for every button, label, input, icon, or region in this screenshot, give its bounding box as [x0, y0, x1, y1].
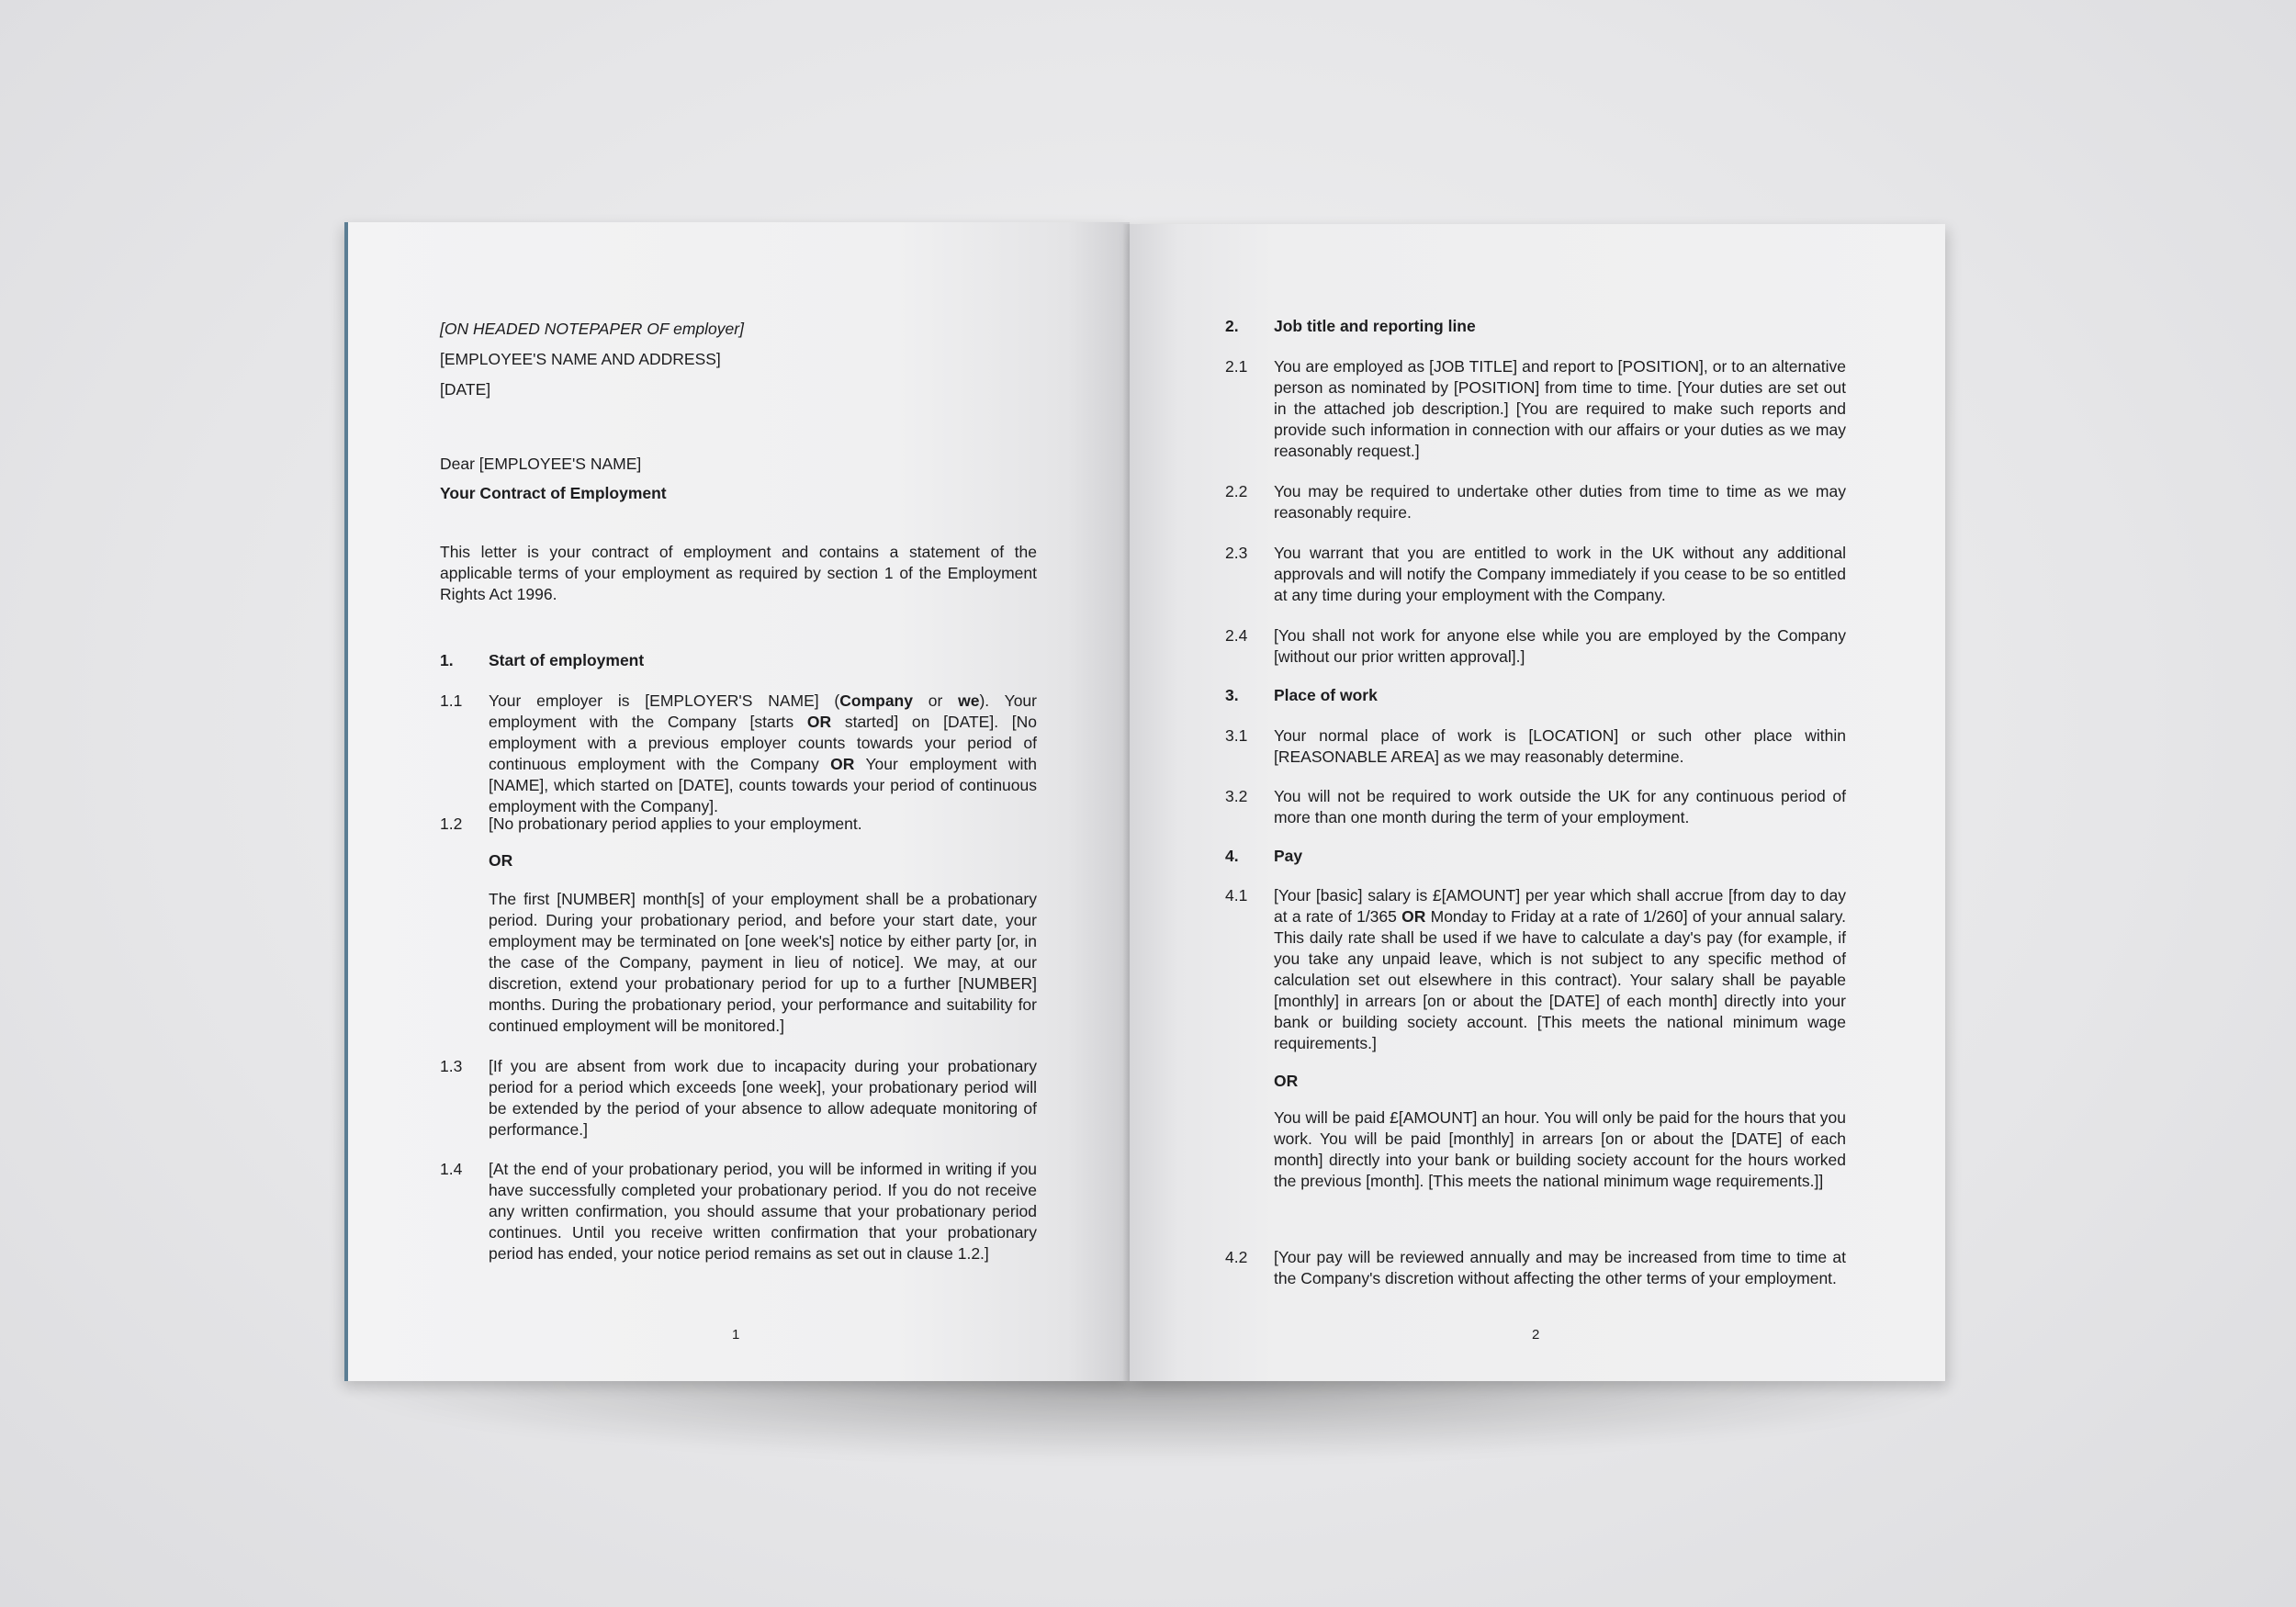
intro-paragraph: This letter is your contract of employment and contains a statement of the applicable terms of your employment as required by section 1 of the Employment Rights Act 1996. — [440, 543, 1037, 603]
clause-4-1-number: 4.1 — [1225, 886, 1248, 905]
clause-3-1-text: Your normal place of work is [LOCATION] or such other place within [REASONABLE AREA] as we may reasonably determine. — [1274, 726, 1846, 766]
clause-1-3-text: [If you are absent from work due to incapacity during your probationary period for a period which exceeds [one week], your probationary period will be extended by the period of your absence to allow adequate monitoring of performance.] — [489, 1057, 1037, 1139]
section-4-title: Pay — [1274, 847, 1303, 865]
section-1-number: 1. — [440, 651, 454, 669]
salutation: Dear [EMPLOYEE'S NAME] — [440, 455, 642, 473]
clause-2-2-number: 2.2 — [1225, 482, 1248, 500]
clause-2-4-text: [You shall not work for anyone else while you are employed by the Company [without our prior written approval].] — [1274, 626, 1846, 666]
clause-2-3-text: You warrant that you are entitled to work in the UK without any additional approvals and will notify the Company immediately if you cease to be so entitled at any time during your employment with the Company. — [1274, 544, 1846, 604]
section-1-title: Start of employment — [489, 651, 645, 669]
clause-1-2-text: [No probationary period applies to your employment. — [489, 815, 862, 833]
clause-4-1-alternative: You will be paid £[AMOUNT] an hour. You will only be paid for the hours that you work. You will be paid [monthly] in arrears [on or about the [DATE] of each month] directly into your bank or building society account for the hours worked the previous [month]. [This meets the national minimum wage requirements.]] — [1274, 1108, 1846, 1190]
header-notepaper-line: [ON HEADED NOTEPAPER OF employer] — [440, 320, 744, 338]
clause-1-1-text: Your employer is [EMPLOYER'S NAME] (Company or we). Your employment with the Company [starts OR started] on [DATE]. [No employment with a previous employer counts towards your period of continuous employment with the Company OR Your employment with [NAME], which started on [DATE], counts towards your period of continuous employment with the Company]. — [489, 691, 1037, 815]
clause-1-1-number: 1.1 — [440, 691, 463, 710]
letter-subject: Your Contract of Employment — [440, 484, 667, 502]
clause-1-2-or: OR — [489, 851, 513, 870]
clause-4-2-text: [Your pay will be reviewed annually and may be increased from time to time at the Company's discretion without affecting the other terms of your employment. — [1274, 1248, 1846, 1287]
header-employee-name-line: [EMPLOYEE'S NAME AND ADDRESS] — [440, 350, 721, 368]
clause-3-1-number: 3.1 — [1225, 726, 1248, 745]
section-3-number: 3. — [1225, 686, 1239, 704]
clause-2-1-number: 2.1 — [1225, 357, 1248, 376]
clause-1-4-number: 1.4 — [440, 1160, 463, 1178]
section-2-number: 2. — [1225, 317, 1239, 335]
clause-2-3-number: 2.3 — [1225, 544, 1248, 562]
clause-1-2-number: 1.2 — [440, 815, 463, 833]
section-2-title: Job title and reporting line — [1274, 317, 1476, 335]
clause-2-4-number: 2.4 — [1225, 626, 1248, 645]
clause-3-2-number: 3.2 — [1225, 787, 1248, 805]
clause-2-2-text: You may be required to undertake other duties from time to time as we may reasonably require. — [1274, 482, 1846, 522]
clause-1-2-alternative: The first [NUMBER] month[s] of your employment shall be a probationary period. During your probationary period, and before your start date, your employment may be terminated on [one week's] notice by either party [or, in the case of the Company, payment in lieu of notice]. We may, at our discretion, extend your probationary period for up to a further [NUMBER] months. During the probationary period, your performance and suitability for continued employment will be monitored.] — [489, 890, 1037, 1035]
section-4-number: 4. — [1225, 847, 1239, 865]
header-date-line: [DATE] — [440, 380, 491, 399]
clause-2-1-text: You are employed as [JOB TITLE] and report to [POSITION], or to an alternative person as nominated by [POSITION] from time to time. [Your duties are set out in the attached job description.] [You are required to make such reports and provide such information in connection with our affairs or your duties as we may reasonably request.] — [1274, 357, 1846, 460]
section-3-title: Place of work — [1274, 686, 1378, 704]
page-number-right: 2 — [1532, 1327, 1540, 1343]
clause-4-1-text: [Your [basic] salary is £[AMOUNT] per year which shall accrue [from day to day at a rate of 1/365 OR Monday to Friday at a rate of 1/260] of your annual salary. This daily rate shall be used if we have to calculate a day's pay (for example, if you take any unpaid leave, which is not subject to any specific method of calculation set out elsewhere in this contract). Your salary shall be payable [monthly] in arrears [on or about the [DATE] of each month] directly into your bank or building society account. [This meets the national minimum wage requirements.] — [1274, 886, 1847, 1052]
clause-3-2-text: You will not be required to work outside the UK for any continuous period of more than one month during the term of your employment. — [1274, 787, 1846, 826]
clause-4-1-or: OR — [1274, 1072, 1299, 1090]
clause-1-3-number: 1.3 — [440, 1057, 463, 1075]
right-page — [1130, 224, 1945, 1381]
page-number-left: 1 — [732, 1327, 740, 1343]
clause-1-4-text: [At the end of your probationary period, you will be informed in writing if you have successfully completed your probationary period. If you do not receive any written confirmation, you should assume that your probationary period continues. Until you receive written confirmation that your probationary period has ended, your notice period remains as set out in clause 1.2.] — [489, 1160, 1037, 1263]
clause-4-2-number: 4.2 — [1225, 1248, 1248, 1266]
left-page — [344, 222, 1130, 1381]
